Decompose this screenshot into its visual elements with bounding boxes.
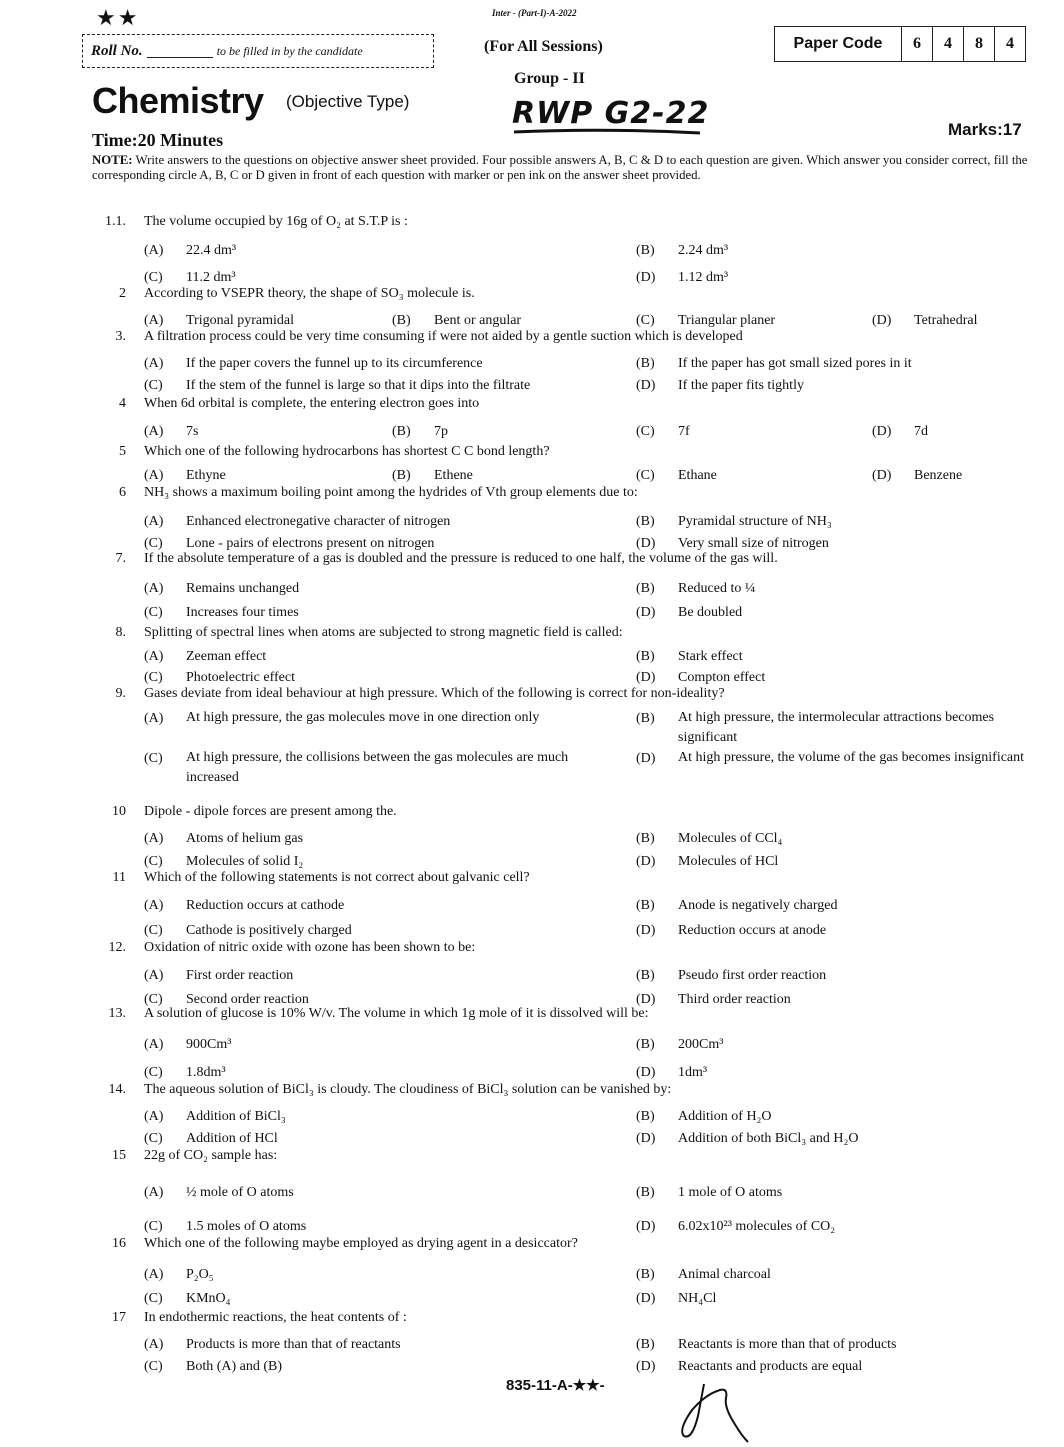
option-text: Enhanced electronegative character of nitrogen — [186, 514, 451, 529]
option-text: Animal charcoal — [678, 1267, 771, 1282]
option-letter: (A) — [144, 468, 164, 483]
option-c — [636, 421, 690, 443]
option-letter: (C) — [144, 854, 163, 869]
option-text: Addition of HCl — [186, 1131, 278, 1146]
option-text: 6.02x10²³ molecules of CO₂ — [678, 1219, 836, 1234]
option-text: Ethene — [434, 468, 473, 483]
paper-code-box — [774, 26, 1026, 62]
option-letter: (A) — [144, 1337, 164, 1352]
option-d — [636, 1062, 707, 1084]
subject-title: Chemistry — [92, 80, 264, 121]
option-letter: (A) — [144, 243, 164, 258]
option-b — [636, 1264, 771, 1286]
option-d — [636, 920, 826, 942]
option-letter: (D) — [636, 270, 656, 285]
option-b — [636, 895, 838, 917]
question-number: 3. — [115, 329, 126, 344]
option-letter: (B) — [392, 468, 411, 483]
option-text: Very small size of nitrogen — [678, 536, 829, 551]
option-text: If the stem of the funnel is large so that it dips into the filtrate — [186, 378, 531, 393]
option-letter: (C) — [144, 605, 163, 620]
option-text: 7p — [434, 424, 448, 439]
option-b — [636, 1034, 723, 1056]
option-text: Photoelectric effect — [186, 670, 295, 685]
option-text: Anode is negatively charged — [678, 898, 838, 913]
question-stem: In endothermic reactions, the heat contents of : — [144, 1310, 407, 1325]
option-text: Cathode is positively charged — [186, 923, 352, 938]
question-stem: A solution of glucose is 10% W/v. The volume in which 1g mole of it is dissolved will be: — [144, 1006, 649, 1021]
note-label: NOTE: — [92, 153, 133, 167]
option-text: Reduction occurs at cathode — [186, 898, 345, 913]
option-c — [144, 1356, 282, 1378]
question-number: 10 — [112, 804, 126, 819]
option-letter: (C) — [144, 923, 163, 938]
option-c — [144, 1128, 278, 1150]
question-number: 11 — [112, 870, 126, 885]
option-letter: (D) — [636, 751, 656, 766]
question-number: 4 — [119, 396, 126, 411]
option-c — [144, 920, 352, 942]
question-stem: The aqueous solution of BiCl₃ is cloudy. The cloudiness of BiCl₃ solution can be vanished by: — [144, 1082, 672, 1097]
option-letter: (C) — [144, 992, 163, 1007]
option-a — [144, 1182, 294, 1204]
option-letter: (B) — [636, 649, 655, 664]
option-text: NH₄Cl — [678, 1291, 717, 1306]
option-text: Lone - pairs of electrons present on nitrogen — [186, 536, 435, 551]
option-a — [144, 421, 198, 443]
option-letter: (C) — [636, 424, 655, 439]
option-b — [392, 421, 448, 443]
option-letter: (D) — [636, 378, 656, 393]
option-a — [144, 353, 483, 375]
top-note: Inter - (Part-I)-A-2022 — [492, 8, 577, 18]
option-letter: (B) — [392, 313, 411, 328]
option-letter: (C) — [144, 270, 163, 285]
option-text: Reduced to ¼ — [678, 581, 756, 596]
option-a — [144, 511, 450, 533]
option-letter: (C) — [144, 670, 163, 685]
option-text: Addition of H₂O — [678, 1109, 772, 1124]
option-a — [144, 965, 293, 987]
question-number: 16 — [112, 1236, 126, 1251]
instructions-note — [92, 153, 1054, 183]
paper-code-digit: 4 — [994, 27, 1025, 61]
option-b — [636, 578, 755, 600]
option-text: Compton effect — [678, 670, 766, 685]
option-c — [144, 1288, 231, 1310]
option-b — [636, 965, 826, 987]
option-letter: (B) — [636, 898, 655, 913]
option-letter: (D) — [636, 1291, 656, 1306]
question-stem: Which one of the following hydrocarbons has shortest C C bond length? — [144, 444, 550, 459]
question-stem: Dipole - dipole forces are present among the. — [144, 804, 397, 819]
option-letter: (C) — [144, 378, 163, 393]
option-d — [636, 1288, 716, 1310]
option-letter: (C) — [636, 468, 655, 483]
option-text: ½ mole of O atoms — [186, 1185, 294, 1200]
option-text: Benzene — [914, 468, 963, 483]
option-text: Third order reaction — [678, 992, 791, 1007]
option-text: Zeeman effect — [186, 649, 267, 664]
option-b — [392, 465, 473, 487]
option-a — [144, 828, 303, 850]
time-label: Time:20 Minutes — [92, 130, 224, 150]
option-letter: (C) — [144, 1219, 163, 1234]
option-text: P₂O₅ — [186, 1267, 214, 1282]
question-stem: Which one of the following maybe employed as drying agent in a desiccator? — [144, 1236, 578, 1251]
group-label: Group - II — [514, 70, 585, 87]
option-letter: (B) — [636, 1337, 655, 1352]
option-text: Molecules of solid I₂ — [186, 854, 304, 869]
option-text: First order reaction — [186, 968, 294, 983]
option-letter: (C) — [636, 313, 655, 328]
option-text: Pyramidal structure of NH₃ — [678, 514, 832, 529]
option-d — [636, 1356, 862, 1378]
option-a — [144, 578, 299, 600]
option-text: 11.2 dm³ — [186, 270, 236, 285]
question-stem: Which of the following statements is not correct about galvanic cell? — [144, 870, 530, 885]
option-d — [636, 748, 1036, 770]
option-text: Molecules of CCl₄ — [678, 831, 783, 846]
option-a — [144, 708, 604, 730]
option-text: Tetrahedral — [914, 313, 978, 328]
option-d — [636, 267, 728, 289]
note-text: Write answers to the questions on objective answer sheet provided. Four possible answers A, B, C & D to each question are given. Which answer you consider correct, fill the corresponding circle A, B, C or D given in front of each question with marker or pen ink on the answer sheet provided. — [92, 153, 1028, 182]
option-text: Both (A) and (B) — [186, 1359, 283, 1374]
option-text: Increases four times — [186, 605, 299, 620]
option-a — [144, 1106, 286, 1128]
option-letter: (B) — [636, 243, 655, 258]
option-letter: (A) — [144, 1267, 164, 1282]
option-letter: (C) — [144, 751, 163, 766]
question-stem: Oxidation of nitric oxide with ozone has been shown to be: — [144, 940, 476, 955]
question-number: 14. — [108, 1082, 126, 1097]
option-text: 900Cm³ — [186, 1037, 232, 1052]
option-text: At high pressure, the volume of the gas becomes insignificant — [678, 750, 1025, 765]
option-a — [144, 1334, 401, 1356]
question-stem: Splitting of spectral lines when atoms are subjected to strong magnetic field is called: — [144, 625, 623, 640]
option-c — [144, 1062, 226, 1084]
option-text: If the paper fits tightly — [678, 378, 804, 393]
question-stem: NH₃ shows a maximum boiling point among the hydrides of Vth group elements due to: — [144, 485, 638, 500]
option-text: Second order reaction — [186, 992, 309, 1007]
option-letter: (D) — [636, 536, 656, 551]
option-text: Reactants and products are equal — [678, 1359, 863, 1374]
option-b — [636, 240, 728, 262]
signature-mark — [676, 1376, 756, 1446]
option-text: Addition of BiCl₃ — [186, 1109, 286, 1124]
question-stem: When 6d orbital is complete, the entering electron goes into — [144, 396, 480, 411]
option-text: 1 mole of O atoms — [678, 1185, 783, 1200]
paper-code-digit: 6 — [901, 27, 932, 61]
option-text: 1.8dm³ — [186, 1065, 226, 1080]
option-text: Products is more than that of reactants — [186, 1337, 401, 1352]
option-b — [636, 511, 832, 533]
option-text: KMnO₄ — [186, 1291, 231, 1306]
roll-number-box — [82, 34, 434, 68]
handwritten-annotation: RWP G2-22 — [512, 96, 710, 131]
option-letter: (C) — [144, 1065, 163, 1080]
option-letter: (C) — [144, 1291, 163, 1306]
option-letter: (B) — [636, 1037, 655, 1052]
option-text: At high pressure, the intermolecular attractions becomes significant — [678, 710, 995, 745]
option-text: Bent or angular — [434, 313, 522, 328]
option-letter: (D) — [636, 1219, 656, 1234]
option-letter: (D) — [636, 1131, 656, 1146]
option-letter: (D) — [636, 923, 656, 938]
handwritten-underline — [512, 128, 704, 136]
option-text: 7s — [186, 424, 199, 439]
paper-code-digit: 8 — [963, 27, 994, 61]
question-number: 6 — [119, 485, 126, 500]
option-letter: (B) — [636, 711, 655, 726]
question-number: 15 — [112, 1148, 126, 1163]
option-text: Ethane — [678, 468, 717, 483]
question-number: 17 — [112, 1310, 126, 1325]
option-letter: (B) — [392, 424, 411, 439]
question-number: 12. — [108, 940, 126, 955]
option-letter: (B) — [636, 514, 655, 529]
option-d — [636, 989, 791, 1011]
question-stem: 22g of CO₂ sample has: — [144, 1148, 278, 1163]
subject-type: (Objective Type) — [286, 92, 410, 111]
question-number: 1.1. — [105, 214, 126, 229]
option-letter: (D) — [636, 1359, 656, 1374]
option-d — [636, 602, 742, 624]
option-b — [636, 1182, 782, 1204]
option-letter: (A) — [144, 1185, 164, 1200]
paper-code-digit: 4 — [932, 27, 963, 61]
option-letter: (D) — [636, 854, 656, 869]
option-letter: (B) — [636, 968, 655, 983]
option-text: 1dm³ — [678, 1065, 708, 1080]
option-text: Reactants is more than that of products — [678, 1337, 897, 1352]
option-letter: (A) — [144, 1109, 164, 1124]
option-text: 22.4 dm³ — [186, 243, 237, 258]
option-letter: (A) — [144, 1037, 164, 1052]
option-letter: (A) — [144, 711, 164, 726]
option-text: Remains unchanged — [186, 581, 300, 596]
option-c — [144, 602, 299, 624]
option-letter: (B) — [636, 356, 655, 371]
option-d — [872, 310, 978, 332]
option-a — [144, 465, 226, 487]
option-text: 7d — [914, 424, 928, 439]
option-c — [144, 748, 604, 788]
question-number: 13. — [108, 1006, 126, 1021]
option-d — [636, 851, 778, 873]
option-letter: (B) — [636, 581, 655, 596]
option-letter: (A) — [144, 968, 164, 983]
question-number: 9. — [115, 686, 126, 701]
question-stem: A filtration process could be very time consuming if were not aided by a gentle suction which is developed — [144, 329, 743, 344]
question-number: 2 — [119, 286, 126, 301]
option-d — [872, 421, 928, 443]
option-text: Triangular planer — [678, 313, 776, 328]
footer-code: 835-11-A-★★- — [506, 1377, 605, 1394]
paper-code-label: Paper Code — [793, 35, 883, 52]
question-stem: According to VSEPR theory, the shape of SO₃ molecule is. — [144, 286, 475, 301]
option-letter: (C) — [144, 1131, 163, 1146]
option-text: At high pressure, the gas molecules move in one direction only — [186, 710, 540, 725]
option-letter: (A) — [144, 581, 164, 596]
option-letter: (D) — [636, 1065, 656, 1080]
header-stars: ★★ — [96, 6, 140, 31]
option-letter: (B) — [636, 1267, 655, 1282]
option-letter: (A) — [144, 649, 164, 664]
question-number: 7. — [115, 551, 126, 566]
option-a — [144, 1264, 214, 1286]
option-letter: (B) — [636, 1109, 655, 1124]
question-stem: Gases deviate from ideal behaviour at high pressure. Which of the following is correct for non-ideality? — [144, 686, 725, 701]
option-text: Ethyne — [186, 468, 226, 483]
option-text: Be doubled — [678, 605, 743, 620]
option-text: Reduction occurs at anode — [678, 923, 827, 938]
option-text: 1.12 dm³ — [678, 270, 729, 285]
option-letter: (A) — [144, 514, 164, 529]
question-number: 5 — [119, 444, 126, 459]
option-letter: (D) — [636, 992, 656, 1007]
option-a — [144, 646, 266, 668]
option-text: If the paper has got small sized pores in it — [678, 356, 912, 371]
option-letter: (D) — [872, 468, 892, 483]
option-letter: (A) — [144, 898, 164, 913]
option-a — [144, 240, 236, 262]
option-text: Molecules of HCl — [678, 854, 779, 869]
option-text: 2.24 dm³ — [678, 243, 729, 258]
option-a — [144, 895, 344, 917]
option-text: 7f — [678, 424, 690, 439]
option-d — [636, 1216, 835, 1238]
option-letter: (B) — [636, 831, 655, 846]
option-b — [636, 828, 782, 850]
roll-blank — [147, 45, 213, 58]
sessions-label: (For All Sessions) — [484, 38, 603, 55]
option-letter: (B) — [636, 1185, 655, 1200]
question-number: 8. — [115, 625, 126, 640]
option-c — [144, 1216, 306, 1238]
option-b — [636, 1334, 897, 1356]
option-text: At high pressure, the collisions between the gas molecules are much increased — [186, 750, 569, 785]
option-letter: (D) — [872, 424, 892, 439]
option-letter: (A) — [144, 424, 164, 439]
option-d — [872, 465, 962, 487]
option-letter: (C) — [144, 1359, 163, 1374]
option-letter: (D) — [636, 670, 656, 685]
option-b — [636, 708, 1036, 748]
option-letter: (A) — [144, 831, 164, 846]
option-a — [144, 1034, 231, 1056]
option-text: If the paper covers the funnel up to its circumference — [186, 356, 483, 371]
marks-label: Marks:17 — [948, 120, 1022, 139]
option-c — [144, 375, 530, 397]
option-text: Stark effect — [678, 649, 743, 664]
option-text: Pseudo first order reaction — [678, 968, 827, 983]
option-letter: (D) — [872, 313, 892, 328]
option-c — [636, 465, 717, 487]
roll-label: Roll No. — [91, 42, 143, 59]
option-b — [636, 1106, 772, 1128]
question-stem: If the absolute temperature of a gas is doubled and the pressure is reduced to one half, the volume of the gas will. — [144, 551, 778, 566]
option-letter: (A) — [144, 313, 164, 328]
option-d — [636, 375, 804, 397]
question-stem: The volume occupied by 16g of O₂ at S.T.P is : — [144, 214, 408, 229]
option-text: Addition of both BiCl₃ and H₂O — [678, 1131, 859, 1146]
roll-hint: to be filled in by the candidate — [216, 43, 363, 58]
option-letter: (D) — [636, 605, 656, 620]
option-letter: (C) — [144, 536, 163, 551]
option-b — [636, 353, 912, 375]
option-text: 200Cm³ — [678, 1037, 724, 1052]
option-text: 1.5 moles of O atoms — [186, 1219, 307, 1234]
option-text: Atoms of helium gas — [186, 831, 304, 846]
option-b — [636, 646, 743, 668]
option-d — [636, 1128, 858, 1150]
option-letter: (A) — [144, 356, 164, 371]
option-text: Trigonal pyramidal — [186, 313, 294, 328]
